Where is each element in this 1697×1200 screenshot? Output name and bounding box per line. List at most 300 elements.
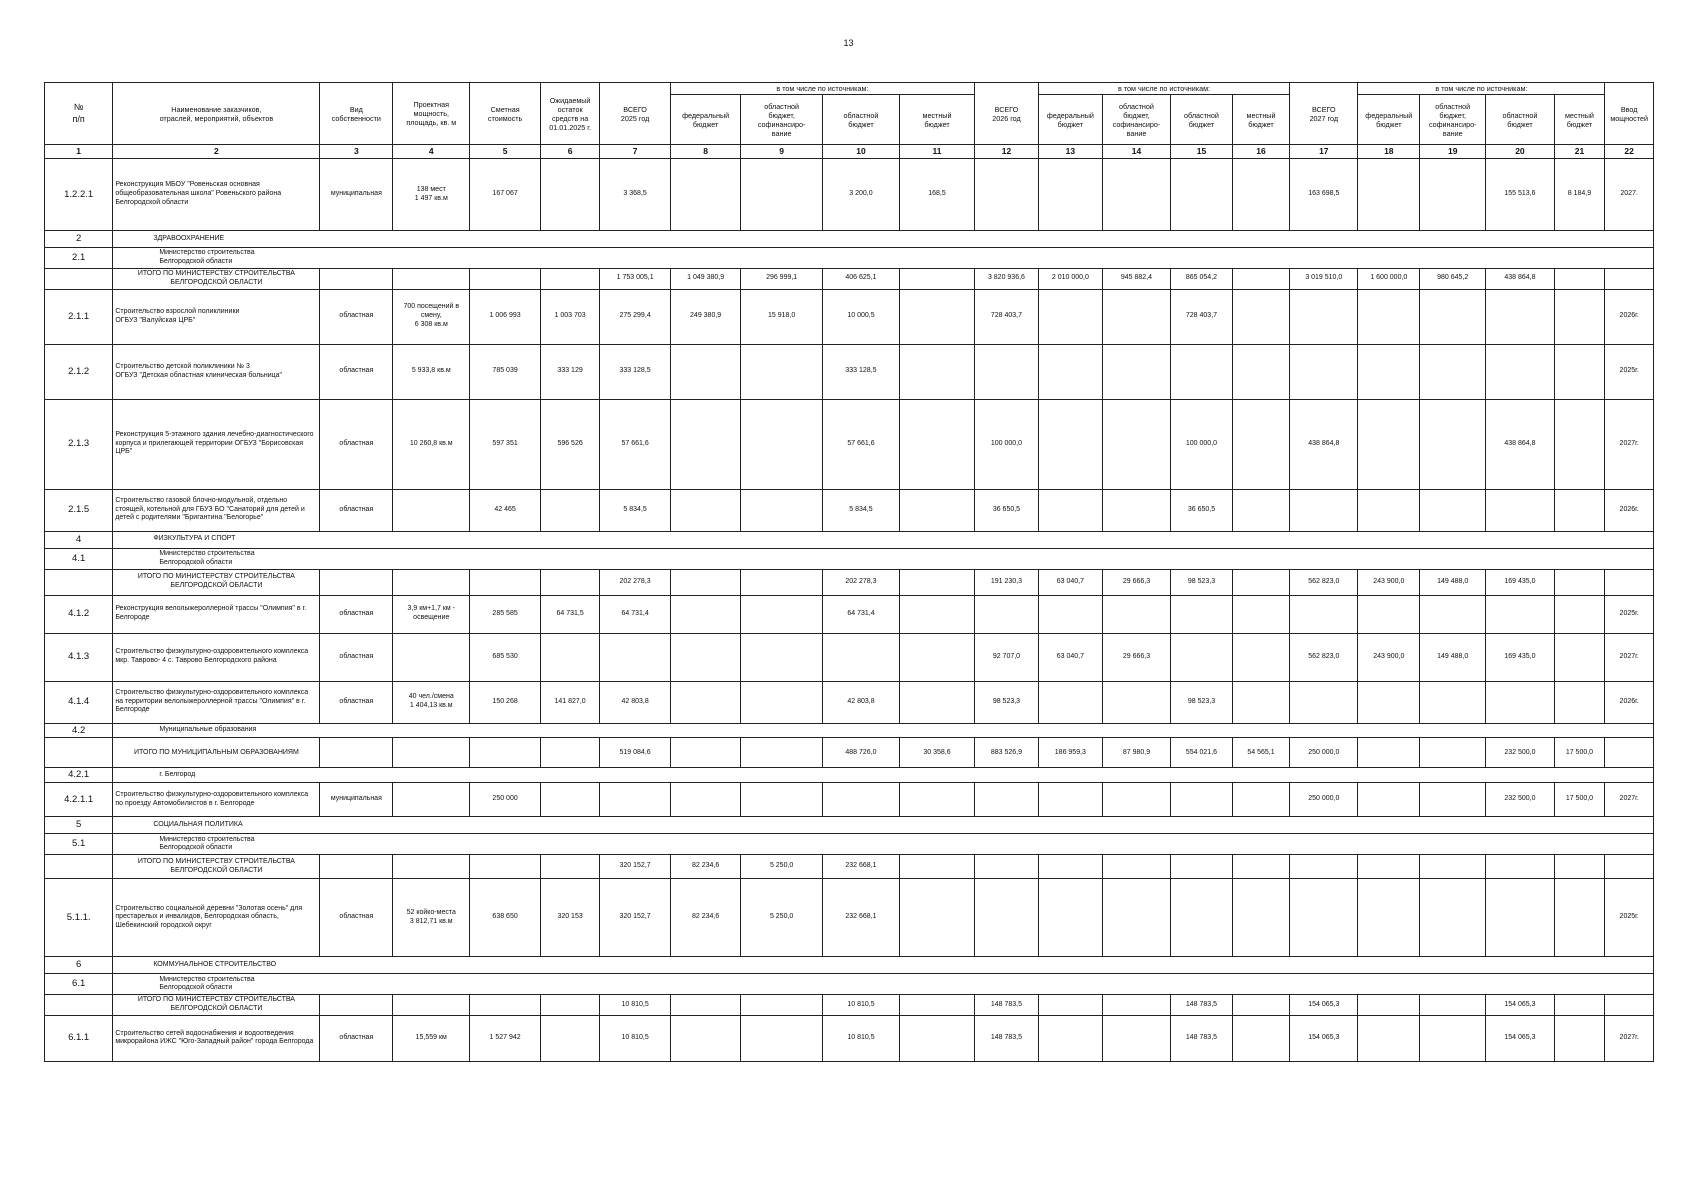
commissioning-cell: 2027.: [1605, 159, 1654, 231]
amount-cell: 36 650,5: [975, 489, 1039, 531]
amount-cell: 785 039: [470, 344, 541, 399]
amount-cell: [1420, 159, 1486, 231]
row-number: 6.1.1: [45, 1015, 113, 1061]
amount-cell: [1102, 344, 1170, 399]
amount-cell: 250 000: [470, 783, 541, 817]
header-ownership: Вид собственности: [320, 83, 393, 145]
object-name: Строительство физкультурно-оздоровительного комплекса по проезду Автомобилистов в г. Белгороде: [113, 783, 320, 817]
amount-cell: [1232, 633, 1289, 681]
row-number: [45, 738, 113, 768]
amount-cell: [900, 633, 975, 681]
amount-cell: [1358, 681, 1420, 723]
capacity-cell: [393, 783, 470, 817]
amount-cell: 154 065,3: [1486, 995, 1554, 1016]
row-number: 6: [45, 957, 113, 974]
amount-cell: 728 403,7: [1171, 289, 1233, 344]
capacity-cell: [393, 569, 470, 595]
amount-cell: 232 500,0: [1486, 783, 1554, 817]
amount-cell: [1232, 399, 1289, 489]
header-regional-cofin-2025: областной бюджет, софинансиро- вание: [741, 95, 823, 145]
amount-cell: [741, 1015, 823, 1061]
column-number: 6: [540, 145, 600, 159]
commissioning-cell: [1605, 269, 1654, 290]
amount-cell: [1420, 1015, 1486, 1061]
amount-cell: 17 500,0: [1554, 738, 1605, 768]
amount-cell: 296 999,1: [741, 269, 823, 290]
ownership-cell: областная: [320, 633, 393, 681]
section-row: [45, 957, 1654, 974]
amount-cell: [741, 783, 823, 817]
ownership-cell: [320, 855, 393, 879]
subsection-title: Муниципальные образования: [113, 723, 1654, 738]
row-number: [45, 569, 113, 595]
header-sources-2026: в том числе по источникам:: [1038, 83, 1289, 95]
ownership-cell: областная: [320, 344, 393, 399]
amount-cell: 15 918,0: [741, 289, 823, 344]
amount-cell: [1420, 399, 1486, 489]
amount-cell: [975, 595, 1039, 633]
amount-cell: [1232, 595, 1289, 633]
table-row: [45, 1015, 1654, 1061]
total-label: ИТОГО ПО МИНИСТЕРСТВУ СТРОИТЕЛЬСТВА БЕЛГОРОДСКОЙ ОБЛАСТИ: [113, 569, 320, 595]
column-number: 12: [975, 145, 1039, 159]
amount-cell: 728 403,7: [975, 289, 1039, 344]
commissioning-cell: [1605, 569, 1654, 595]
commissioning-cell: 2027г.: [1605, 399, 1654, 489]
commissioning-cell: 2027г.: [1605, 633, 1654, 681]
ownership-cell: областная: [320, 289, 393, 344]
amount-cell: [1358, 159, 1420, 231]
row-number: 5: [45, 817, 113, 834]
amount-cell: [600, 783, 671, 817]
amount-cell: 167 067: [470, 159, 541, 231]
column-number: 9: [741, 145, 823, 159]
column-number: 2: [113, 145, 320, 159]
table-row: [45, 783, 1654, 817]
amount-cell: [975, 879, 1039, 957]
amount-cell: 945 882,4: [1102, 269, 1170, 290]
amount-cell: [670, 399, 741, 489]
ownership-cell: областная: [320, 595, 393, 633]
commissioning-cell: [1605, 855, 1654, 879]
amount-cell: [670, 681, 741, 723]
amount-cell: [470, 995, 541, 1016]
amount-cell: 57 661,6: [600, 399, 671, 489]
page-number: 13: [843, 38, 854, 48]
header-total-2027: ВСЕГО 2027 год: [1290, 83, 1358, 145]
amount-cell: 438 864,8: [1290, 399, 1358, 489]
capacity-cell: 10 260,8 кв.м: [393, 399, 470, 489]
amount-cell: [1486, 879, 1554, 957]
row-number: 2.1.5: [45, 489, 113, 531]
row-number: 5.1: [45, 834, 113, 855]
amount-cell: 148 783,5: [1171, 1015, 1233, 1061]
amount-cell: [670, 783, 741, 817]
ownership-cell: муниципальная: [320, 159, 393, 231]
amount-cell: [470, 855, 541, 879]
amount-cell: 8 184,9: [1554, 159, 1605, 231]
amount-cell: [540, 855, 600, 879]
column-number: 5: [470, 145, 541, 159]
amount-cell: [1232, 879, 1289, 957]
object-name: Строительство газовой блочно-модульной, отдельно стоящей, котельной для ГБУЗ БО "Санаторий для детей и детей с родителями "Бригантина "Белогорье": [113, 489, 320, 531]
object-name: Строительство сетей водоснабжения и водоотведения микрорайона ИЖС "Юго-Западный район" города Белгорода: [113, 1015, 320, 1061]
amount-cell: [1102, 1015, 1170, 1061]
amount-cell: [1290, 879, 1358, 957]
subsection-title: Министерство строительства Белгородской области: [113, 834, 1654, 855]
header-num: № п/п: [45, 83, 113, 145]
amount-cell: 42 465: [470, 489, 541, 531]
amount-cell: [1358, 399, 1420, 489]
amount-cell: 562 823,0: [1290, 569, 1358, 595]
amount-cell: [1358, 595, 1420, 633]
amount-cell: 10 810,5: [600, 1015, 671, 1061]
amount-cell: [1358, 995, 1420, 1016]
row-number: [45, 995, 113, 1016]
row-number: [45, 269, 113, 290]
total-row: [45, 995, 1654, 1016]
amount-cell: [1486, 855, 1554, 879]
amount-cell: [1554, 489, 1605, 531]
table-row: [45, 595, 1654, 633]
amount-cell: [1171, 855, 1233, 879]
capacity-cell: [393, 269, 470, 290]
amount-cell: [1358, 1015, 1420, 1061]
subsection-row: [45, 723, 1654, 738]
row-number: 1.2.2.1: [45, 159, 113, 231]
capacity-cell: [393, 633, 470, 681]
column-number: 19: [1420, 145, 1486, 159]
commissioning-cell: [1605, 738, 1654, 768]
amount-cell: 320 152,7: [600, 879, 671, 957]
header-sources-2025: в том числе по источникам:: [670, 83, 974, 95]
amount-cell: [1358, 783, 1420, 817]
subsection-row: [45, 548, 1654, 569]
amount-cell: [670, 633, 741, 681]
amount-cell: [1554, 1015, 1605, 1061]
amount-cell: 82 234,6: [670, 855, 741, 879]
capacity-cell: 40 чел./смена 1 404,13 кв.м: [393, 681, 470, 723]
commissioning-cell: 2027г.: [1605, 1015, 1654, 1061]
amount-cell: [1486, 595, 1554, 633]
amount-cell: 3 019 510,0: [1290, 269, 1358, 290]
amount-cell: [1290, 855, 1358, 879]
header-capacity: Проектная мощность, площадь, кв. м: [393, 83, 470, 145]
amount-cell: 186 959,3: [1038, 738, 1102, 768]
amount-cell: [670, 595, 741, 633]
amount-cell: [600, 633, 671, 681]
amount-cell: [1358, 879, 1420, 957]
amount-cell: [1420, 681, 1486, 723]
amount-cell: [900, 995, 975, 1016]
amount-cell: 98 523,3: [1171, 569, 1233, 595]
amount-cell: [741, 569, 823, 595]
ownership-cell: областная: [320, 489, 393, 531]
amount-cell: 488 726,0: [822, 738, 899, 768]
amount-cell: 3 368,5: [600, 159, 671, 231]
header-balance: Ожидаемый остаток средств на 01.01.2025 г.: [540, 83, 600, 145]
amount-cell: 141 827,0: [540, 681, 600, 723]
amount-cell: [1486, 681, 1554, 723]
amount-cell: 438 864,8: [1486, 269, 1554, 290]
amount-cell: [1038, 595, 1102, 633]
header-commissioning: Ввод мощностей: [1605, 83, 1654, 145]
ownership-cell: муниципальная: [320, 783, 393, 817]
amount-cell: [1232, 569, 1289, 595]
amount-cell: [1554, 595, 1605, 633]
capacity-cell: 15,559 км: [393, 1015, 470, 1061]
column-number: 7: [600, 145, 671, 159]
amount-cell: [1038, 879, 1102, 957]
header-regional-cofin-2027: областной бюджет, софинансиро- вание: [1420, 95, 1486, 145]
amount-cell: 149 488,0: [1420, 569, 1486, 595]
amount-cell: [900, 289, 975, 344]
amount-cell: 597 351: [470, 399, 541, 489]
amount-cell: [900, 681, 975, 723]
amount-cell: 250 000,0: [1290, 783, 1358, 817]
object-name: Строительство физкультурно-оздоровительного комплекса мкр. Таврово- 4 с. Таврово Белгородского района: [113, 633, 320, 681]
amount-cell: 202 278,3: [822, 569, 899, 595]
amount-cell: 191 230,3: [975, 569, 1039, 595]
amount-cell: 57 661,6: [822, 399, 899, 489]
total-row: [45, 569, 1654, 595]
total-row: [45, 269, 1654, 290]
column-number: 15: [1171, 145, 1233, 159]
amount-cell: [1290, 289, 1358, 344]
amount-cell: 155 513,6: [1486, 159, 1554, 231]
header-regional-2026: областной бюджет: [1171, 95, 1233, 145]
amount-cell: [741, 159, 823, 231]
amount-cell: [900, 344, 975, 399]
amount-cell: [1554, 569, 1605, 595]
column-number: 1: [45, 145, 113, 159]
total-label: ИТОГО ПО МУНИЦИПАЛЬНЫМ ОБРАЗОВАНИЯМ: [113, 738, 320, 768]
amount-cell: 320 152,7: [600, 855, 671, 879]
ownership-cell: областная: [320, 1015, 393, 1061]
commissioning-cell: [1605, 995, 1654, 1016]
amount-cell: [900, 879, 975, 957]
amount-cell: [1420, 855, 1486, 879]
amount-cell: 92 707,0: [975, 633, 1039, 681]
section-title: ЗДРАВООХРАНЕНИЕ: [113, 231, 1654, 248]
amount-cell: 169 435,0: [1486, 633, 1554, 681]
subsection-title: Министерство строительства Белгородской области: [113, 548, 1654, 569]
amount-cell: [900, 855, 975, 879]
amount-cell: [1358, 489, 1420, 531]
amount-cell: 169 435,0: [1486, 569, 1554, 595]
table-row: [45, 681, 1654, 723]
amount-cell: [1358, 289, 1420, 344]
amount-cell: 163 698,5: [1290, 159, 1358, 231]
ownership-cell: [320, 738, 393, 768]
amount-cell: [1038, 1015, 1102, 1061]
amount-cell: [1038, 783, 1102, 817]
header-estimate: Сметная стоимость: [470, 83, 541, 145]
amount-cell: 243 900,0: [1358, 633, 1420, 681]
amount-cell: 596 526: [540, 399, 600, 489]
ownership-cell: [320, 995, 393, 1016]
amount-cell: [741, 344, 823, 399]
amount-cell: 320 153: [540, 879, 600, 957]
amount-cell: [1102, 855, 1170, 879]
amount-cell: 3 820 936,6: [975, 269, 1039, 290]
amount-cell: 17 500,0: [1554, 783, 1605, 817]
row-number: 4.1.4: [45, 681, 113, 723]
amount-cell: [1038, 489, 1102, 531]
amount-cell: [540, 995, 600, 1016]
amount-cell: [900, 1015, 975, 1061]
section-row: [45, 817, 1654, 834]
amount-cell: [670, 995, 741, 1016]
amount-cell: 2 010 000,0: [1038, 269, 1102, 290]
amount-cell: [741, 995, 823, 1016]
amount-cell: 36 650,5: [1171, 489, 1233, 531]
amount-cell: 149 488,0: [1420, 633, 1486, 681]
amount-cell: 100 000,0: [1171, 399, 1233, 489]
ownership-cell: областная: [320, 879, 393, 957]
amount-cell: 5 250,0: [741, 879, 823, 957]
amount-cell: [1102, 159, 1170, 231]
row-number: 4.1.3: [45, 633, 113, 681]
amount-cell: [540, 269, 600, 290]
amount-cell: 5 250,0: [741, 855, 823, 879]
amount-cell: 554 021,6: [1171, 738, 1233, 768]
header-name: Наименование заказчиков, отраслей, мероприятий, объектов: [113, 83, 320, 145]
amount-cell: 638 650: [470, 879, 541, 957]
ownership-cell: областная: [320, 681, 393, 723]
amount-cell: [1102, 995, 1170, 1016]
column-number: 3: [320, 145, 393, 159]
amount-cell: [1102, 289, 1170, 344]
amount-cell: [1171, 783, 1233, 817]
subsection-row: [45, 248, 1654, 269]
amount-cell: [1420, 995, 1486, 1016]
amount-cell: [470, 269, 541, 290]
amount-cell: [1554, 855, 1605, 879]
object-name: Строительство взрослой поликлиники ОГБУЗ "Валуйская ЦРБ": [113, 289, 320, 344]
total-row: [45, 855, 1654, 879]
commissioning-cell: 2027г.: [1605, 783, 1654, 817]
amount-cell: [540, 738, 600, 768]
amount-cell: [975, 344, 1039, 399]
amount-cell: [900, 269, 975, 290]
amount-cell: 63 040,7: [1038, 569, 1102, 595]
amount-cell: 438 864,8: [1486, 399, 1554, 489]
amount-cell: 100 000,0: [975, 399, 1039, 489]
column-number: 16: [1232, 145, 1289, 159]
total-label: ИТОГО ПО МИНИСТЕРСТВУ СТРОИТЕЛЬСТВА БЕЛГОРОДСКОЙ ОБЛАСТИ: [113, 995, 320, 1016]
amount-cell: 5 834,5: [600, 489, 671, 531]
header-regional-2027: областной бюджет: [1486, 95, 1554, 145]
amount-cell: [1038, 289, 1102, 344]
total-row: [45, 738, 1654, 768]
amount-cell: 685 530: [470, 633, 541, 681]
row-number: 2.1.1: [45, 289, 113, 344]
subsection-title: Министерство строительства Белгородской области: [113, 248, 1654, 269]
amount-cell: 249 380,9: [670, 289, 741, 344]
amount-cell: 63 040,7: [1038, 633, 1102, 681]
commissioning-cell: 2025г.: [1605, 344, 1654, 399]
amount-cell: 42 803,8: [822, 681, 899, 723]
amount-cell: [1102, 879, 1170, 957]
amount-cell: [900, 595, 975, 633]
amount-cell: 519 084,6: [600, 738, 671, 768]
amount-cell: 98 523,3: [1171, 681, 1233, 723]
commissioning-cell: 2025г.: [1605, 595, 1654, 633]
amount-cell: 865 054,2: [1171, 269, 1233, 290]
amount-cell: [975, 783, 1039, 817]
amount-cell: [741, 738, 823, 768]
amount-cell: 10 810,5: [822, 1015, 899, 1061]
section-title: КОММУНАЛЬНОЕ СТРОИТЕЛЬСТВО: [113, 957, 1654, 974]
row-number: [45, 855, 113, 879]
amount-cell: [741, 595, 823, 633]
amount-cell: 243 900,0: [1358, 569, 1420, 595]
row-number: 4.1.2: [45, 595, 113, 633]
amount-cell: [1232, 159, 1289, 231]
ownership-cell: [320, 569, 393, 595]
amount-cell: 64 731,4: [600, 595, 671, 633]
amount-cell: [1038, 855, 1102, 879]
header-local-2026: местный бюджет: [1232, 95, 1289, 145]
amount-cell: [741, 489, 823, 531]
amount-cell: [1420, 489, 1486, 531]
capacity-cell: 138 мест 1 497 кв.м: [393, 159, 470, 231]
column-number: 22: [1605, 145, 1654, 159]
amount-cell: [1232, 489, 1289, 531]
amount-cell: [1358, 855, 1420, 879]
amount-cell: [1554, 344, 1605, 399]
amount-cell: [1290, 681, 1358, 723]
amount-cell: [1038, 159, 1102, 231]
amount-cell: 275 299,4: [600, 289, 671, 344]
amount-cell: [822, 633, 899, 681]
amount-cell: 87 980,9: [1102, 738, 1170, 768]
table-body: [45, 159, 1654, 1062]
amount-cell: 1 753 005,1: [600, 269, 671, 290]
amount-cell: [1420, 783, 1486, 817]
amount-cell: 154 065,3: [1486, 1015, 1554, 1061]
amount-cell: 202 278,3: [600, 569, 671, 595]
amount-cell: 98 523,3: [975, 681, 1039, 723]
amount-cell: 148 783,5: [975, 1015, 1039, 1061]
column-number: 13: [1038, 145, 1102, 159]
commissioning-cell: 2026г.: [1605, 489, 1654, 531]
amount-cell: 29 666,3: [1102, 633, 1170, 681]
amount-cell: 232 500,0: [1486, 738, 1554, 768]
capacity-cell: [393, 489, 470, 531]
amount-cell: 250 000,0: [1290, 738, 1358, 768]
column-number: 10: [822, 145, 899, 159]
object-name: Реконструкция 5-этажного здания лечебно-диагностического корпуса и прилегающей территории ОГБУЗ "Борисовская ЦРБ": [113, 399, 320, 489]
total-label: ИТОГО ПО МИНИСТЕРСТВУ СТРОИТЕЛЬСТВА БЕЛГОРОДСКОЙ ОБЛАСТИ: [113, 269, 320, 290]
amount-cell: 333 128,5: [822, 344, 899, 399]
header-local-2025: местный бюджет: [900, 95, 975, 145]
row-number: 2: [45, 231, 113, 248]
row-number: 4.2: [45, 723, 113, 738]
subsection-title: г. Белгород: [113, 768, 1654, 783]
amount-cell: [1290, 344, 1358, 399]
capacity-cell: 52 койко-места 3 812,71 кв.м: [393, 879, 470, 957]
amount-cell: [1102, 783, 1170, 817]
amount-cell: [1554, 633, 1605, 681]
header-total-2026: ВСЕГО 2026 год: [975, 83, 1039, 145]
amount-cell: [1232, 995, 1289, 1016]
amount-cell: [1486, 344, 1554, 399]
amount-cell: [1420, 289, 1486, 344]
amount-cell: [670, 1015, 741, 1061]
subsection-row: [45, 768, 1654, 783]
